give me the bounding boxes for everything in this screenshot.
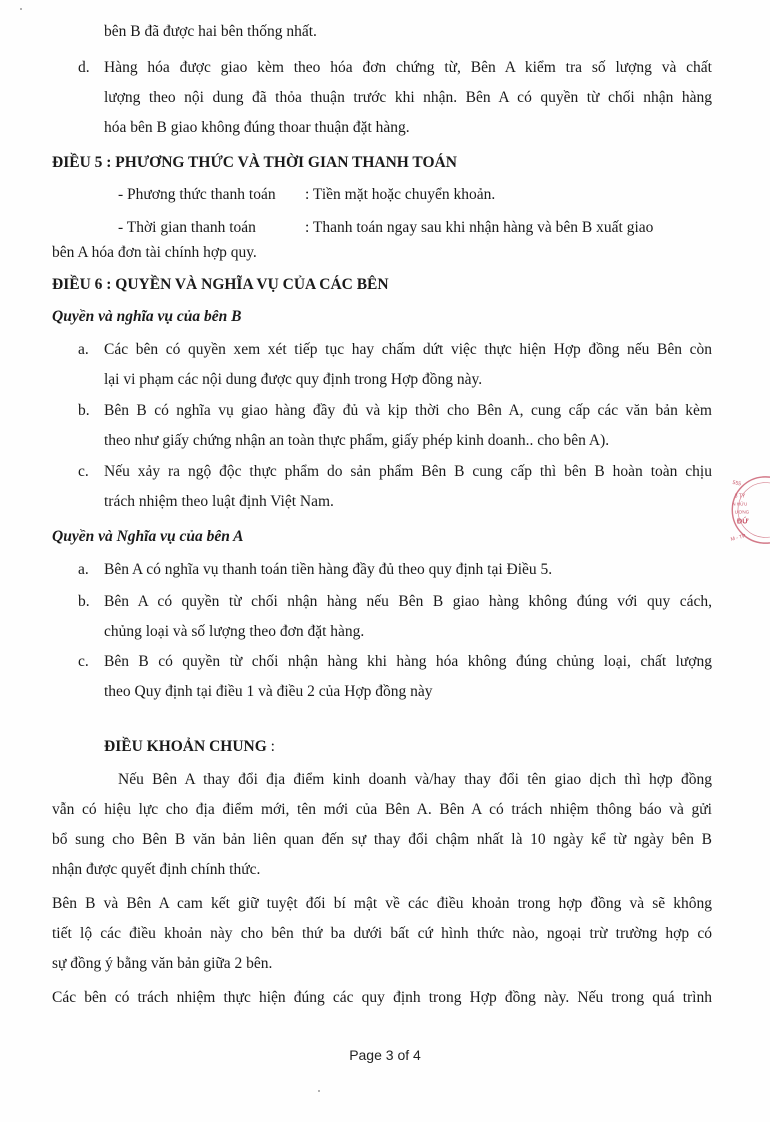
stamp-text: ƯƠNG <box>734 509 750 515</box>
party-a-item-c-line: Bên B có quyền từ chối nhận hàng khi hàng hóa không đúng chủng loại, chất lượng <box>104 653 712 670</box>
party-b-item-c-marker: c. <box>78 463 89 480</box>
general-para2-line: sự đồng ý bằng văn bản giữa 2 bên. <box>52 955 273 972</box>
general-para1-line: nhận được quyết định chính thức. <box>52 861 261 878</box>
payment-method-value: : Tiền mặt hoặc chuyển khoản. <box>305 186 496 203</box>
page-number-footer: Page 3 of 4 <box>349 1047 421 1063</box>
stamp-text: M - TP <box>730 533 747 543</box>
item-d-line: lượng theo nội dung đã thỏa thuận trước khi nhận. Bên A có quyền từ chối nhận hàng <box>104 89 712 106</box>
item-c-continuation: bên B đã được hai bên thống nhất. <box>104 23 317 40</box>
party-b-item-a-line: lại vi phạm các nội dung được quy định trong Hợp đồng này. <box>104 371 483 388</box>
party-a-item-c-marker: c. <box>78 653 89 670</box>
payment-time-value: : Thanh toán ngay sau khi nhận hàng và bên B xuất giao <box>305 219 654 236</box>
party-a-item-b-line: Bên A có quyền từ chối nhận hàng nếu Bên B giao hàng không đúng với quy cách, <box>104 593 712 610</box>
party-b-item-b-line: Bên B có nghĩa vụ giao hàng đầy đủ và kịp thời cho Bên A, cung cấp các văn bản kèm <box>104 402 712 419</box>
article-6-heading: ĐIỀU 6 : QUYỀN VÀ NGHĨA VỤ CỦA CÁC BÊN <box>52 276 389 293</box>
payment-method-label: - Phương thức thanh toán <box>118 186 276 203</box>
general-para2-line: Bên B và Bên A cam kết giữ tuyệt đối bí mật về các điều khoản trong hợp đồng và sẽ không <box>52 895 712 912</box>
general-para3-line: Các bên có trách nhiệm thực hiện đúng các quy định trong Hợp đồng này. Nếu trong quá trình <box>52 989 712 1006</box>
general-heading-title: ĐIỀU KHOẢN CHUNG <box>104 738 267 755</box>
party-b-item-c-line: trách nhiệm theo luật định Việt Nam. <box>104 493 334 510</box>
scan-speck <box>20 8 22 10</box>
scan-speck <box>318 1090 320 1092</box>
party-a-item-c-line: theo Quy định tại điều 1 và điều 2 của Hợp đồng này <box>104 683 433 700</box>
party-a-item-a-marker: a. <box>78 561 89 578</box>
party-b-item-b-marker: b. <box>78 402 90 419</box>
party-a-item-b-marker: b. <box>78 593 90 610</box>
stamp-text: 555 <box>731 479 742 488</box>
general-heading <box>104 737 275 757</box>
payment-time-label: - Thời gian thanh toán <box>118 219 256 236</box>
item-d-line: Hàng hóa được giao kèm theo hóa đơn chứng từ, Bên A kiểm tra số lượng và chất <box>104 59 712 76</box>
party-a-item-b-line: chủng loại và số lượng theo đơn đặt hàng. <box>104 623 365 640</box>
item-d-marker: d. <box>78 59 90 76</box>
party-a-subheading: Quyền và Nghĩa vụ của bên A <box>52 528 244 545</box>
article-5-heading: ĐIỀU 5 : PHƯƠNG THỨC VÀ THỜI GIAN THANH TOÁN <box>52 154 457 171</box>
general-para1-line: vẫn có hiệu lực cho địa điểm mới, tên mới của Bên A. Bên A có trách nhiệm thông báo và gửi <box>52 801 712 818</box>
payment-time-value-cont: bên A hóa đơn tài chính hợp quy. <box>52 244 257 261</box>
general-para1-line: Nếu Bên A thay đổi địa điểm kinh doanh và/hay thay đổi tên giao dịch thì hợp đồng <box>118 771 712 788</box>
stamp-text: 3 TY <box>734 493 746 500</box>
item-d-line: hóa bên B giao không đúng thoar thuận đặt hàng. <box>104 119 410 136</box>
party-b-item-a-marker: a. <box>78 341 89 358</box>
party-a-item-a-line: Bên A có nghĩa vụ thanh toán tiền hàng đầy đủ theo quy định tại Điều 5. <box>104 561 553 578</box>
stamp-text: N HỮU <box>732 501 748 507</box>
stamp-text: ĐỨ <box>736 516 749 526</box>
general-para2-line: tiết lộ các điều khoản này cho bên thứ ba dưới bất cứ hình thức nào, ngoại trừ trường hợp có <box>52 925 712 942</box>
party-b-subheading: Quyền và nghĩa vụ của bên B <box>52 308 242 325</box>
company-stamp <box>730 440 770 580</box>
general-para1-line: bổ sung cho Bên B văn bản liên quan đến sự thay đổi chậm nhất là 10 ngày kể từ ngày bên B <box>52 831 712 848</box>
general-heading-suffix: : <box>266 738 275 755</box>
party-b-item-c-line: Nếu xảy ra ngộ độc thực phẩm do sản phẩm Bên B cung cấp thì bên B hoàn toàn chịu <box>104 463 712 480</box>
party-b-item-a-line: Các bên có quyền xem xét tiếp tục hay chấm dứt việc thực hiện Hợp đồng nếu Bên còn <box>104 341 712 358</box>
party-b-item-b-line: theo như giấy chứng nhận an toàn thực phẩm, giấy phép kinh doanh.. cho bên A). <box>104 432 610 449</box>
